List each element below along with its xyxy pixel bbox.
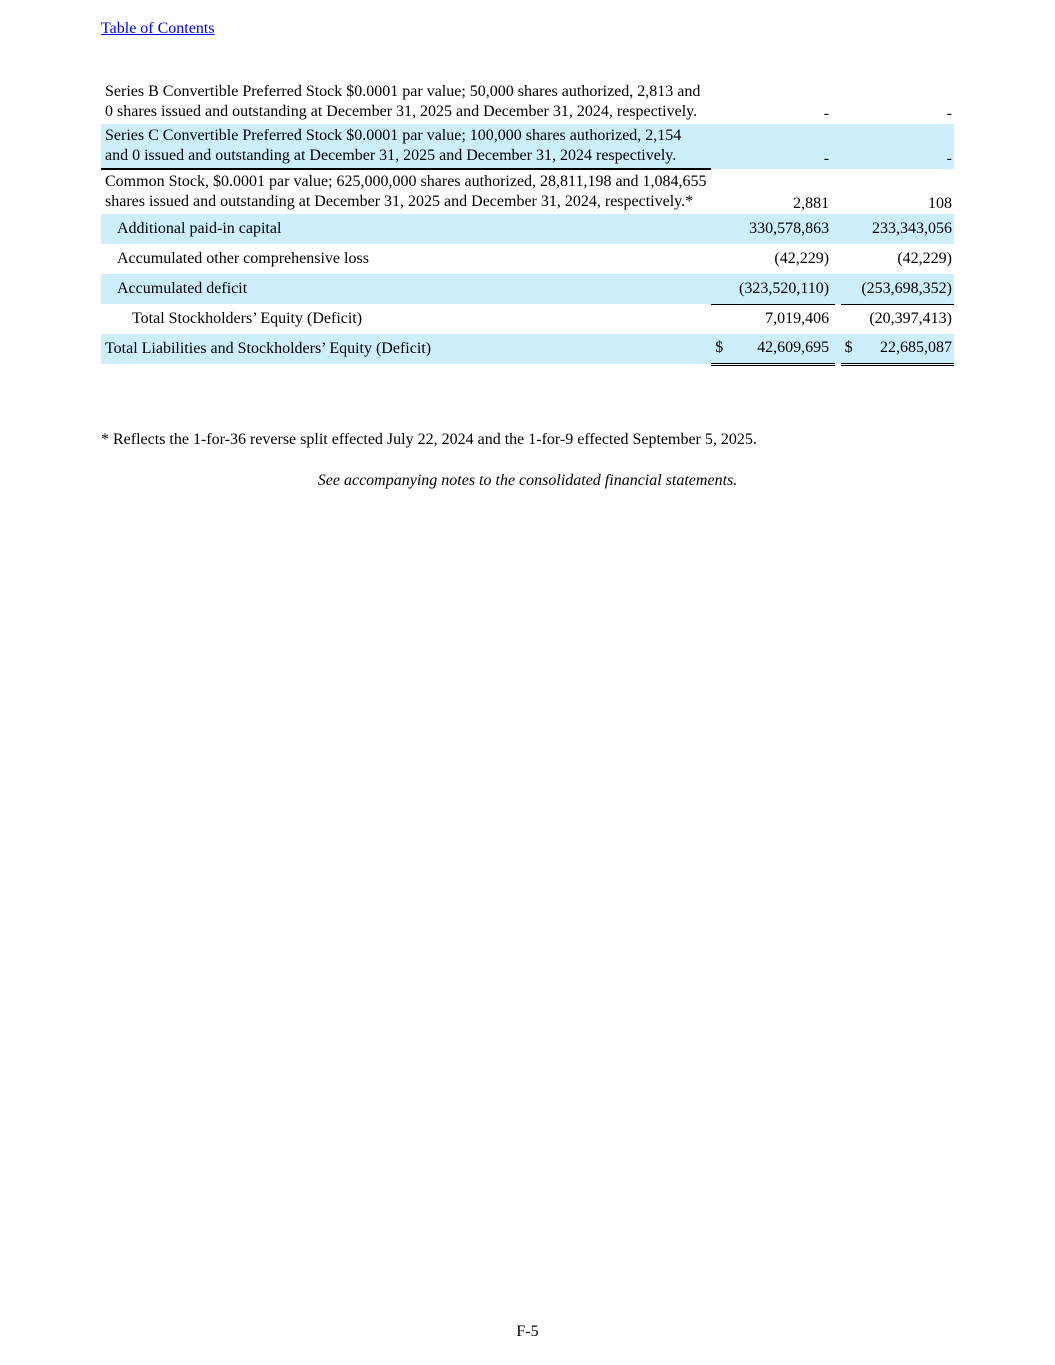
table-row-aocl	[101, 244, 954, 274]
table-row-accumulated-deficit	[101, 274, 954, 304]
value-2024: (42,229)	[897, 250, 952, 267]
value-2024: -	[946, 105, 952, 122]
value-2025	[711, 334, 835, 364]
value-2024: 108	[928, 195, 952, 212]
value-2025: (323,520,110)	[711, 274, 835, 304]
value-2025: (42,229)	[774, 250, 830, 267]
table-row-total-equity	[101, 304, 954, 334]
value-2025: 7,019,406	[765, 310, 830, 328]
row-label: Common Stock, $0.0001 par value; 625,000,000 shares authorized, 28,811,198 and 1,084,655 shares issued and outstanding at December 31, 2025 and December 31, 2024, respectively.*	[105, 173, 707, 210]
table-row-common-stock	[101, 169, 954, 214]
currency-symbol: $	[715, 339, 724, 357]
table-row-series-b	[101, 80, 954, 124]
row-label: Total Liabilities and Stockholders’ Equity (Deficit)	[101, 334, 711, 364]
value-2024: 233,343,056	[841, 214, 954, 244]
row-label: Series B Convertible Preferred Stock $0.0001 par value; 50,000 shares authorized, 2,813 and 0 shares issued and outstanding at December 31, 2025 and December 31, 2024, respectively.	[105, 83, 701, 120]
table-of-contents-link[interactable]: Table of Contents	[101, 20, 215, 37]
table-row-apic	[101, 214, 954, 244]
balance-sheet-equity-table	[101, 80, 954, 366]
currency-symbol: $	[844, 339, 853, 357]
row-label: Accumulated other comprehensive loss	[117, 250, 369, 267]
table-row-total-liabilities-equity	[101, 334, 954, 364]
table-row-series-c	[101, 124, 954, 169]
value-2024	[841, 334, 954, 364]
value-2024: (20,397,413)	[869, 310, 952, 328]
row-label: Accumulated deficit	[101, 274, 711, 304]
value-2024: -	[841, 124, 954, 169]
row-label: Total Stockholders’ Equity (Deficit)	[132, 310, 363, 327]
amount: 42,609,695	[757, 339, 830, 357]
value-2025: -	[711, 124, 835, 169]
value-2025: 2,881	[793, 195, 830, 212]
row-label: Series C Convertible Preferred Stock $0.0001 par value; 100,000 shares authorized, 2,154 and 0 issued and outstanding at December 31, 2025 and December 31, 2024 respectively.	[101, 124, 711, 169]
amount: 22,685,087	[880, 339, 952, 357]
value-2025: -	[823, 105, 830, 122]
see-notes-statement: See accompanying notes to the consolidated financial statements.	[317, 472, 738, 489]
row-label: Additional paid-in capital	[101, 214, 711, 244]
reverse-split-footnote: * Reflects the 1-for-36 reverse split effected July 22, 2024 and the 1-for-9 effected September 5, 2025.	[101, 431, 757, 448]
page-number: F-5	[516, 1323, 539, 1340]
value-2024: (253,698,352)	[841, 274, 954, 304]
value-2025: 330,578,863	[711, 214, 835, 244]
